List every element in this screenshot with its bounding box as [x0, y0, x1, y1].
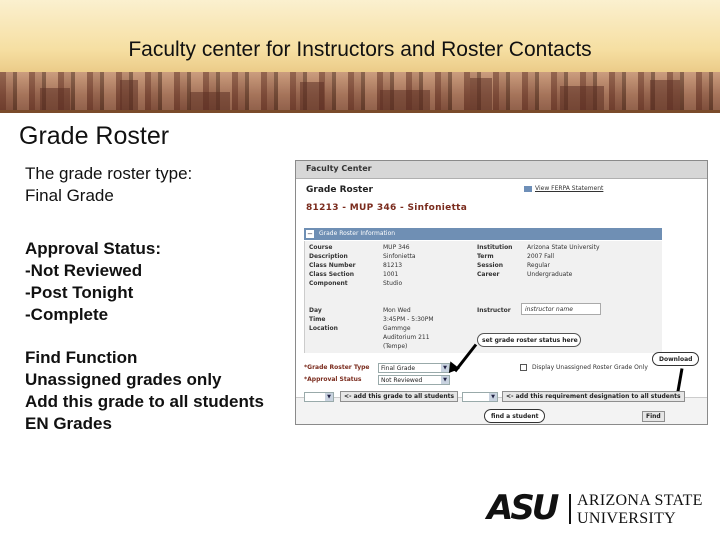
field-label: Session	[477, 262, 503, 269]
asu-logo-mark: ASU	[487, 488, 557, 528]
field-value: Sinfonietta	[383, 253, 416, 260]
chevron-down-icon: ▼	[489, 393, 497, 401]
meeting-label: Location	[309, 325, 338, 332]
roster-type-select[interactable]	[378, 363, 450, 373]
meeting-value: (Tempe)	[383, 343, 408, 350]
approval-item: -Post Tonight	[25, 283, 134, 302]
meeting-value: Mon Wed	[383, 307, 411, 314]
status-callout-text: set grade roster status here	[482, 337, 578, 344]
app-title: Faculty Center	[306, 164, 372, 173]
grade-select[interactable]	[304, 392, 334, 402]
instructor-name-box	[521, 303, 601, 315]
course-heading: 81213 - MUP 346 - Sinfonietta	[306, 203, 468, 213]
approval-status-value: Not Reviewed	[381, 377, 423, 384]
find-item: Unassigned grades only	[25, 370, 222, 389]
field-label: Course	[309, 244, 333, 251]
meeting-value: Auditorium 211	[383, 334, 430, 341]
field-value: MUP 346	[383, 244, 410, 251]
display-unassigned-checkbox[interactable]	[520, 364, 527, 371]
find-item: Add this grade to all students	[25, 392, 264, 411]
meeting-value: 3:45PM - 5:30PM	[383, 316, 434, 323]
logo-line1: ARIZONA STATE	[577, 492, 703, 509]
field-label: Career	[477, 271, 500, 278]
roster-type-line2: Final Grade	[25, 186, 114, 205]
field-value: 1001	[383, 271, 399, 278]
field-label: Description	[309, 253, 348, 260]
info-section-body	[304, 241, 662, 353]
roster-type-text	[25, 163, 192, 207]
field-value: Arizona State University	[527, 244, 600, 251]
faculty-center-bar	[296, 161, 707, 179]
section-title: Grade Roster	[19, 122, 170, 150]
page-header-title: Faculty center for Instructors and Roster Contacts	[128, 38, 592, 61]
roster-type-line1: The grade roster type:	[25, 164, 193, 183]
approval-item: -Complete	[25, 305, 109, 324]
grade-roster-title: Grade Roster	[306, 185, 373, 195]
field-value: Regular	[527, 262, 551, 269]
find-button[interactable]: Find	[642, 411, 665, 422]
download-button[interactable]: Download	[652, 352, 699, 366]
approval-status-heading: Approval Status:	[25, 239, 162, 258]
find-student-callout: find a student	[484, 409, 545, 423]
approval-item: -Not Reviewed	[25, 261, 143, 280]
chevron-down-icon: ▼	[441, 364, 449, 372]
approval-status-label: *Approval Status	[304, 376, 362, 383]
logo-separator	[569, 494, 571, 524]
instructor-name: instructor name	[525, 306, 573, 313]
field-label: Class Section	[309, 271, 355, 278]
field-label: Class Number	[309, 262, 356, 269]
grade-roster-screenshot	[295, 160, 708, 425]
find-item: EN Grades	[25, 414, 112, 433]
ferpa-link[interactable]: View FERPA Statement	[524, 185, 603, 192]
display-unassigned-label: Display Unassigned Roster Grade Only	[532, 364, 648, 371]
field-label: Term	[477, 253, 494, 260]
roster-type-label: *Grade Roster Type	[304, 364, 370, 371]
add-grade-to-all-button[interactable]: <- add this grade to all students	[340, 391, 458, 402]
meeting-label: Time	[309, 316, 326, 323]
add-requirement-to-all-button[interactable]: <- add this requirement designation to all students	[502, 391, 685, 402]
header-banner	[0, 0, 720, 110]
info-section-header[interactable]	[304, 228, 662, 240]
logo-line2: UNIVERSITY	[577, 510, 676, 527]
chevron-down-icon: ▼	[441, 376, 449, 384]
approval-status-text	[25, 238, 161, 326]
info-section-label: Grade Roster Information	[319, 230, 396, 237]
field-value: Studio	[383, 280, 403, 287]
campus-photo-strip	[0, 72, 720, 110]
approval-status-select[interactable]	[378, 375, 450, 385]
field-value: Undergraduate	[527, 271, 573, 278]
collapse-icon[interactable]: −	[307, 230, 313, 238]
find-item: Find Function	[25, 348, 138, 367]
instructor-label: Instructor	[477, 307, 511, 314]
find-function-text	[25, 347, 264, 435]
header-divider	[0, 110, 720, 113]
field-label: Component	[309, 280, 348, 287]
field-label: Institution	[477, 244, 513, 251]
requirement-select[interactable]	[462, 392, 498, 402]
meeting-value: Gammge	[383, 325, 411, 332]
field-value: 2007 Fall	[527, 253, 555, 260]
roster-type-value: Final Grade	[381, 365, 416, 372]
meeting-label: Day	[309, 307, 322, 314]
status-callout	[477, 333, 581, 347]
asu-logo	[487, 488, 717, 530]
chevron-down-icon: ▼	[325, 393, 333, 401]
ferpa-icon	[524, 186, 532, 192]
field-value: 81213	[383, 262, 403, 269]
